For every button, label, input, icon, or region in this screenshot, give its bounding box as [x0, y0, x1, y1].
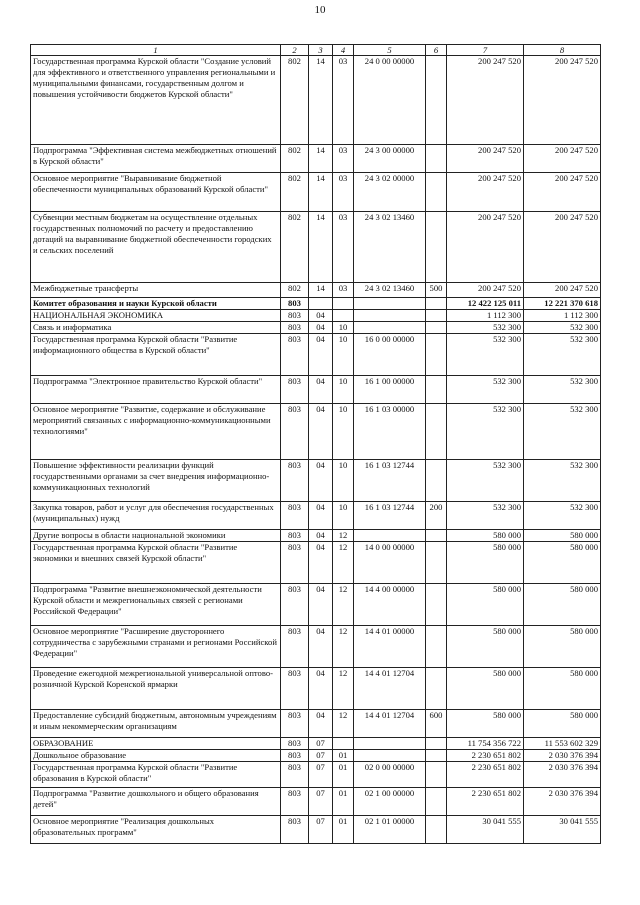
amount-year-1: 11 754 356 722 [447, 738, 524, 750]
amount-year-2: 532 300 [524, 404, 601, 460]
section-code: 04 [309, 310, 333, 322]
subsection-code: 03 [333, 145, 354, 173]
table-row [31, 173, 601, 212]
grbs-code: 803 [281, 788, 309, 816]
subsection-code: 10 [333, 404, 354, 460]
budget-item-name: Связь и информатика [31, 322, 281, 334]
amount-year-1: 200 247 520 [447, 56, 524, 145]
subsection-code [333, 738, 354, 750]
expense-type-code [426, 584, 447, 626]
section-code: 04 [309, 584, 333, 626]
column-number: 1 [31, 45, 281, 56]
budget-item-name: Подпрограмма "Развитие внешнеэкономической деятельности Курской области и межрегиональных связей с регионами Российской Федерации" [31, 584, 281, 626]
amount-year-2: 11 553 602 329 [524, 738, 601, 750]
amount-year-2: 580 000 [524, 668, 601, 710]
target-article-code: 14 0 00 00000 [354, 542, 426, 584]
amount-year-1: 532 300 [447, 322, 524, 334]
subsection-code: 10 [333, 460, 354, 502]
target-article-code: 02 0 00 00000 [354, 762, 426, 788]
grbs-code: 803 [281, 750, 309, 762]
subsection-code: 10 [333, 322, 354, 334]
expense-type-code [426, 376, 447, 404]
table-row [31, 788, 601, 816]
amount-year-2: 12 221 370 618 [524, 298, 601, 310]
amount-year-2: 532 300 [524, 376, 601, 404]
expense-type-code [426, 668, 447, 710]
table-row [31, 283, 601, 298]
target-article-code [354, 750, 426, 762]
expense-type-code [426, 460, 447, 502]
budget-item-name: Межбюджетные трансферты [31, 283, 281, 298]
table-row [31, 750, 601, 762]
budget-item-name: Дошкольное образование [31, 750, 281, 762]
amount-year-1: 1 112 300 [447, 310, 524, 322]
budget-item-name: Основное мероприятие "Реализация дошкольных образовательных программ" [31, 816, 281, 844]
page-number: 10 [314, 4, 326, 16]
grbs-code: 803 [281, 322, 309, 334]
amount-year-1: 532 300 [447, 404, 524, 460]
budget-item-name: НАЦИОНАЛЬНАЯ ЭКОНОМИКА [31, 310, 281, 322]
expense-type-code [426, 173, 447, 212]
table-row [31, 322, 601, 334]
target-article-code [354, 298, 426, 310]
table-row [31, 530, 601, 542]
target-article-code: 02 1 01 00000 [354, 816, 426, 844]
budget-item-name: Основное мероприятие "Расширение двустороннего сотрудничества с зарубежными странами и регионами Российской Федерации" [31, 626, 281, 668]
section-code: 07 [309, 762, 333, 788]
table-row [31, 460, 601, 502]
subsection-code: 10 [333, 502, 354, 530]
subsection-code: 12 [333, 668, 354, 710]
budget-item-name: Основное мероприятие "Выравнивание бюджетной обеспеченности муниципальных образований Курской области" [31, 173, 281, 212]
grbs-code: 802 [281, 283, 309, 298]
table-row [31, 584, 601, 626]
table-row [31, 668, 601, 710]
target-article-code: 16 1 03 12744 [354, 502, 426, 530]
subsection-code: 01 [333, 762, 354, 788]
grbs-code: 803 [281, 626, 309, 668]
column-number: 5 [354, 45, 426, 56]
subsection-code: 12 [333, 530, 354, 542]
amount-year-1: 30 041 555 [447, 816, 524, 844]
amount-year-2: 580 000 [524, 584, 601, 626]
subsection-code: 12 [333, 710, 354, 738]
section-code: 04 [309, 502, 333, 530]
amount-year-1: 2 230 651 802 [447, 762, 524, 788]
amount-year-1: 12 422 125 011 [447, 298, 524, 310]
table-row [31, 542, 601, 584]
subsection-code: 03 [333, 173, 354, 212]
target-article-code: 14 4 01 00000 [354, 626, 426, 668]
expense-type-code [426, 788, 447, 816]
target-article-code [354, 738, 426, 750]
budget-item-name: Подпрограмма "Электронное правительство Курской области" [31, 376, 281, 404]
amount-year-2: 532 300 [524, 502, 601, 530]
table-row [31, 626, 601, 668]
amount-year-2: 1 112 300 [524, 310, 601, 322]
table-body [31, 56, 601, 844]
section-code: 04 [309, 626, 333, 668]
table-row [31, 334, 601, 376]
amount-year-2: 2 030 376 394 [524, 762, 601, 788]
grbs-code: 803 [281, 298, 309, 310]
section-code: 14 [309, 56, 333, 145]
budget-item-name: Повышение эффективности реализации функций государственными органами за счет внедрения информационно-коммуникационных технологий [31, 460, 281, 502]
expense-type-code [426, 542, 447, 584]
table-row [31, 404, 601, 460]
subsection-code: 12 [333, 584, 354, 626]
target-article-code: 24 0 00 00000 [354, 56, 426, 145]
amount-year-1: 200 247 520 [447, 283, 524, 298]
budget-item-name: Государственная программа Курской области "Развитие информационного общества в Курской области" [31, 334, 281, 376]
amount-year-1: 532 300 [447, 334, 524, 376]
amount-year-1: 580 000 [447, 584, 524, 626]
section-code: 14 [309, 145, 333, 173]
expense-type-code: 600 [426, 710, 447, 738]
amount-year-1: 200 247 520 [447, 145, 524, 173]
table-row [31, 212, 601, 283]
expense-type-code [426, 816, 447, 844]
amount-year-1: 580 000 [447, 542, 524, 584]
grbs-code: 803 [281, 762, 309, 788]
subsection-code: 03 [333, 56, 354, 145]
expense-type-code [426, 738, 447, 750]
grbs-code: 803 [281, 710, 309, 738]
amount-year-2: 200 247 520 [524, 145, 601, 173]
amount-year-2: 200 247 520 [524, 56, 601, 145]
table-row [31, 145, 601, 173]
grbs-code: 803 [281, 584, 309, 626]
amount-year-1: 580 000 [447, 530, 524, 542]
amount-year-1: 2 230 651 802 [447, 788, 524, 816]
amount-year-1: 200 247 520 [447, 173, 524, 212]
section-code: 07 [309, 816, 333, 844]
target-article-code: 14 4 01 12704 [354, 668, 426, 710]
grbs-code: 803 [281, 310, 309, 322]
subsection-code: 01 [333, 788, 354, 816]
grbs-code: 803 [281, 668, 309, 710]
table-row [31, 298, 601, 310]
grbs-code: 803 [281, 376, 309, 404]
target-article-code: 16 0 00 00000 [354, 334, 426, 376]
target-article-code: 24 3 02 00000 [354, 173, 426, 212]
section-code: 14 [309, 283, 333, 298]
expense-type-code [426, 334, 447, 376]
amount-year-2: 200 247 520 [524, 283, 601, 298]
table-row [31, 502, 601, 530]
target-article-code: 02 1 00 00000 [354, 788, 426, 816]
target-article-code: 16 1 03 00000 [354, 404, 426, 460]
amount-year-1: 2 230 651 802 [447, 750, 524, 762]
column-number: 3 [309, 45, 333, 56]
section-code: 04 [309, 404, 333, 460]
amount-year-2: 580 000 [524, 626, 601, 668]
column-number: 2 [281, 45, 309, 56]
target-article-code: 24 3 02 13460 [354, 283, 426, 298]
expense-type-code: 200 [426, 502, 447, 530]
amount-year-1: 532 300 [447, 460, 524, 502]
table-row [31, 762, 601, 788]
expense-type-code [426, 404, 447, 460]
expense-type-code [426, 626, 447, 668]
amount-year-2: 580 000 [524, 542, 601, 584]
section-code: 07 [309, 750, 333, 762]
amount-year-2: 30 041 555 [524, 816, 601, 844]
section-code: 04 [309, 322, 333, 334]
table-row [31, 376, 601, 404]
column-number-row [31, 45, 601, 56]
subsection-code: 12 [333, 626, 354, 668]
table-row [31, 310, 601, 322]
budget-table [30, 44, 601, 844]
grbs-code: 803 [281, 530, 309, 542]
amount-year-1: 580 000 [447, 668, 524, 710]
target-article-code: 24 3 02 13460 [354, 212, 426, 283]
budget-item-name: Государственная программа Курской области "Развитие экономики и внешних связей Курской области" [31, 542, 281, 584]
expense-type-code [426, 762, 447, 788]
subsection-code: 03 [333, 212, 354, 283]
table-row [31, 710, 601, 738]
target-article-code: 14 4 01 12704 [354, 710, 426, 738]
section-code: 14 [309, 212, 333, 283]
budget-item-name: Другие вопросы в области национальной экономики [31, 530, 281, 542]
section-code [309, 298, 333, 310]
amount-year-2: 532 300 [524, 322, 601, 334]
amount-year-2: 580 000 [524, 710, 601, 738]
budget-item-name: Основное мероприятие "Развитие, содержание и обслуживание мероприятий связанных с информационно-коммуникационными технологиями" [31, 404, 281, 460]
amount-year-2: 532 300 [524, 460, 601, 502]
section-code: 04 [309, 530, 333, 542]
target-article-code: 14 4 00 00000 [354, 584, 426, 626]
budget-item-name: Закупка товаров, работ и услуг для обеспечения государственных (муниципальных) нужд [31, 502, 281, 530]
expense-type-code [426, 310, 447, 322]
amount-year-2: 580 000 [524, 530, 601, 542]
grbs-code: 803 [281, 460, 309, 502]
grbs-code: 803 [281, 542, 309, 584]
table-row [31, 738, 601, 750]
subsection-code: 01 [333, 750, 354, 762]
subsection-code [333, 310, 354, 322]
grbs-code: 802 [281, 56, 309, 145]
section-code: 04 [309, 668, 333, 710]
target-article-code: 16 1 00 00000 [354, 376, 426, 404]
budget-item-name: Субвенции местным бюджетам на осуществление отдельных государственных полномочий по расчету и предоставлению дотаций на выравнивание бюджетной обеспеченности городских и сельских поселений [31, 212, 281, 283]
expense-type-code [426, 145, 447, 173]
budget-item-name: Государственная программа Курской области "Развитие образования в Курской области" [31, 762, 281, 788]
subsection-code: 03 [333, 283, 354, 298]
table-row [31, 816, 601, 844]
amount-year-2: 200 247 520 [524, 212, 601, 283]
budget-item-name: Подпрограмма "Эффективная система межбюджетных отношений в Курской области" [31, 145, 281, 173]
budget-item-name: Подпрограмма "Развитие дошкольного и общего образования детей" [31, 788, 281, 816]
target-article-code: 16 1 03 12744 [354, 460, 426, 502]
amount-year-2: 2 030 376 394 [524, 750, 601, 762]
expense-type-code [426, 298, 447, 310]
column-number: 8 [524, 45, 601, 56]
column-number: 6 [426, 45, 447, 56]
expense-type-code [426, 750, 447, 762]
section-code: 04 [309, 376, 333, 404]
subsection-code [333, 298, 354, 310]
section-code: 14 [309, 173, 333, 212]
grbs-code: 802 [281, 145, 309, 173]
budget-item-name: Предоставление субсидий бюджетным, автономным учреждениям и иным некоммерческим организациям [31, 710, 281, 738]
target-article-code [354, 530, 426, 542]
amount-year-1: 200 247 520 [447, 212, 524, 283]
subsection-code: 10 [333, 376, 354, 404]
amount-year-2: 2 030 376 394 [524, 788, 601, 816]
table-row [31, 56, 601, 145]
amount-year-1: 580 000 [447, 710, 524, 738]
grbs-code: 803 [281, 502, 309, 530]
budget-item-name: Проведение ежегодной межрегиональной универсальной оптово-розничной Курской Коренской ярмарки [31, 668, 281, 710]
grbs-code: 803 [281, 404, 309, 460]
expense-type-code [426, 56, 447, 145]
target-article-code [354, 310, 426, 322]
section-code: 04 [309, 542, 333, 584]
expense-type-code [426, 212, 447, 283]
budget-item-name: ОБРАЗОВАНИЕ [31, 738, 281, 750]
amount-year-1: 532 300 [447, 376, 524, 404]
amount-year-1: 580 000 [447, 626, 524, 668]
grbs-code: 802 [281, 212, 309, 283]
grbs-code: 803 [281, 738, 309, 750]
section-code: 07 [309, 738, 333, 750]
grbs-code: 803 [281, 816, 309, 844]
grbs-code: 802 [281, 173, 309, 212]
section-code: 04 [309, 334, 333, 376]
section-code: 04 [309, 460, 333, 502]
column-number: 7 [447, 45, 524, 56]
target-article-code: 24 3 00 00000 [354, 145, 426, 173]
target-article-code [354, 322, 426, 334]
section-code: 07 [309, 788, 333, 816]
expense-type-code: 500 [426, 283, 447, 298]
column-number: 4 [333, 45, 354, 56]
amount-year-2: 532 300 [524, 334, 601, 376]
budget-item-name: Комитет образования и науки Курской области [31, 298, 281, 310]
subsection-code: 10 [333, 334, 354, 376]
grbs-code: 803 [281, 334, 309, 376]
budget-item-name: Государственная программа Курской области "Создание условий для эффективного и ответственного управления региональными и муниципальными финансами, государственным долгом и повышения устойчивости бюджетов Курской области" [31, 56, 281, 145]
amount-year-2: 200 247 520 [524, 173, 601, 212]
expense-type-code [426, 322, 447, 334]
subsection-code: 12 [333, 542, 354, 584]
amount-year-1: 532 300 [447, 502, 524, 530]
section-code: 04 [309, 710, 333, 738]
subsection-code: 01 [333, 816, 354, 844]
expense-type-code [426, 530, 447, 542]
